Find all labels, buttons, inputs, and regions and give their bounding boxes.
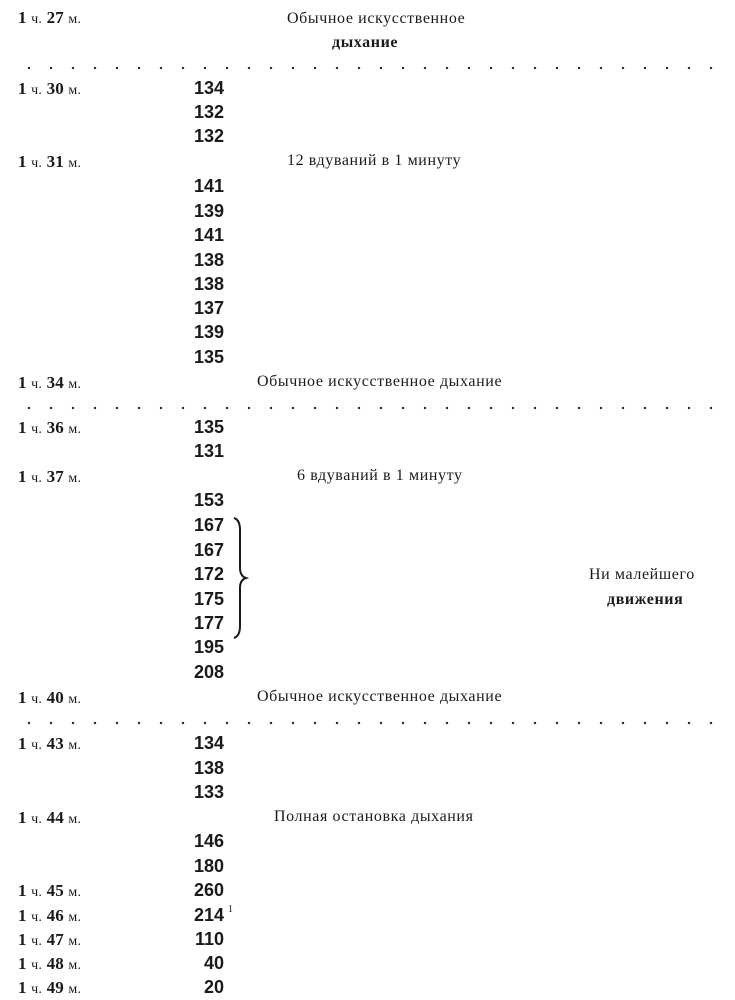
pulse-value: 139 bbox=[193, 201, 224, 221]
pulse-value: 167 bbox=[193, 540, 224, 560]
pulse-value: 180 bbox=[193, 856, 224, 876]
note-normal-breathing: Обычное искусственное дыхание bbox=[257, 373, 503, 390]
pulse-value: 177 bbox=[193, 613, 224, 633]
pulse-value: 153 bbox=[193, 490, 224, 510]
dotted-separator bbox=[18, 721, 718, 725]
time-label: 1 ч. 48 м. bbox=[18, 954, 82, 973]
pulse-value: 138 bbox=[193, 274, 224, 294]
note-full-stop: Полная остановка дыхания bbox=[274, 808, 474, 825]
pulse-value: 172 bbox=[193, 564, 224, 584]
pulse-value: 133 bbox=[193, 782, 224, 802]
pulse-value: 208 bbox=[193, 662, 224, 682]
curly-brace bbox=[230, 516, 250, 640]
pulse-value: 146 bbox=[193, 831, 224, 851]
time-label: 1 ч. 43 м. bbox=[18, 734, 82, 753]
note-12-insufflations: 12 вдуваний в 1 минуту bbox=[287, 152, 462, 169]
time-label: 1 ч. 37 м. bbox=[18, 467, 82, 486]
time-label: 1 ч. 36 м. bbox=[18, 418, 82, 437]
footnote-marker: 1 bbox=[228, 904, 233, 915]
pulse-value: 139 bbox=[193, 322, 224, 342]
pulse-value: 138 bbox=[193, 250, 224, 270]
note-no-movement-line2: движения bbox=[607, 591, 684, 608]
pulse-value: 134 bbox=[193, 733, 224, 753]
pulse-value: 141 bbox=[193, 176, 224, 196]
time-label: 1 ч. 30 м. bbox=[18, 79, 82, 98]
pulse-value: 175 bbox=[193, 589, 224, 609]
pulse-value: 141 bbox=[193, 225, 224, 245]
pulse-value: 131 bbox=[193, 441, 224, 461]
time-label: 1 ч. 45 м. bbox=[18, 881, 82, 900]
pulse-value: 134 bbox=[193, 78, 224, 98]
time-label: 1 ч. 47 м. bbox=[18, 930, 82, 949]
time-label: 1 ч. 31 м. bbox=[18, 152, 82, 171]
time-label: 1 ч. 44 м. bbox=[18, 808, 82, 827]
time-label: 1 ч. 46 м. bbox=[18, 906, 82, 925]
time-label: 1 ч. 27 м. bbox=[18, 8, 82, 27]
pulse-value: 167 bbox=[193, 515, 224, 535]
dotted-separator bbox=[18, 406, 718, 410]
note-normal-breathing-line1: Обычное искусственное bbox=[287, 10, 466, 27]
pulse-value: 40 bbox=[203, 953, 224, 973]
pulse-value: 132 bbox=[193, 126, 224, 146]
time-label: 1 ч. 40 м. bbox=[18, 688, 82, 707]
note-no-movement-line1: Ни малейшего bbox=[589, 566, 695, 583]
time-label: 1 ч. 49 м. bbox=[18, 978, 82, 997]
note-normal-breathing-line2: дыхание bbox=[332, 34, 399, 51]
pulse-value: 135 bbox=[193, 347, 224, 367]
pulse-value: 214 bbox=[193, 905, 224, 925]
dotted-separator bbox=[18, 66, 718, 70]
pulse-value: 110 bbox=[194, 929, 224, 949]
pulse-value: 195 bbox=[193, 637, 224, 657]
pulse-value: 20 bbox=[203, 977, 224, 997]
pulse-value: 132 bbox=[193, 102, 224, 122]
note-6-insufflations: 6 вдуваний в 1 минуту bbox=[297, 467, 463, 484]
note-normal-breathing: Обычное искусственное дыхание bbox=[257, 688, 503, 705]
pulse-value: 260 bbox=[193, 880, 224, 900]
pulse-value: 135 bbox=[193, 417, 224, 437]
pulse-value: 138 bbox=[193, 758, 224, 778]
time-label: 1 ч. 34 м. bbox=[18, 373, 82, 392]
pulse-value: 137 bbox=[193, 298, 224, 318]
